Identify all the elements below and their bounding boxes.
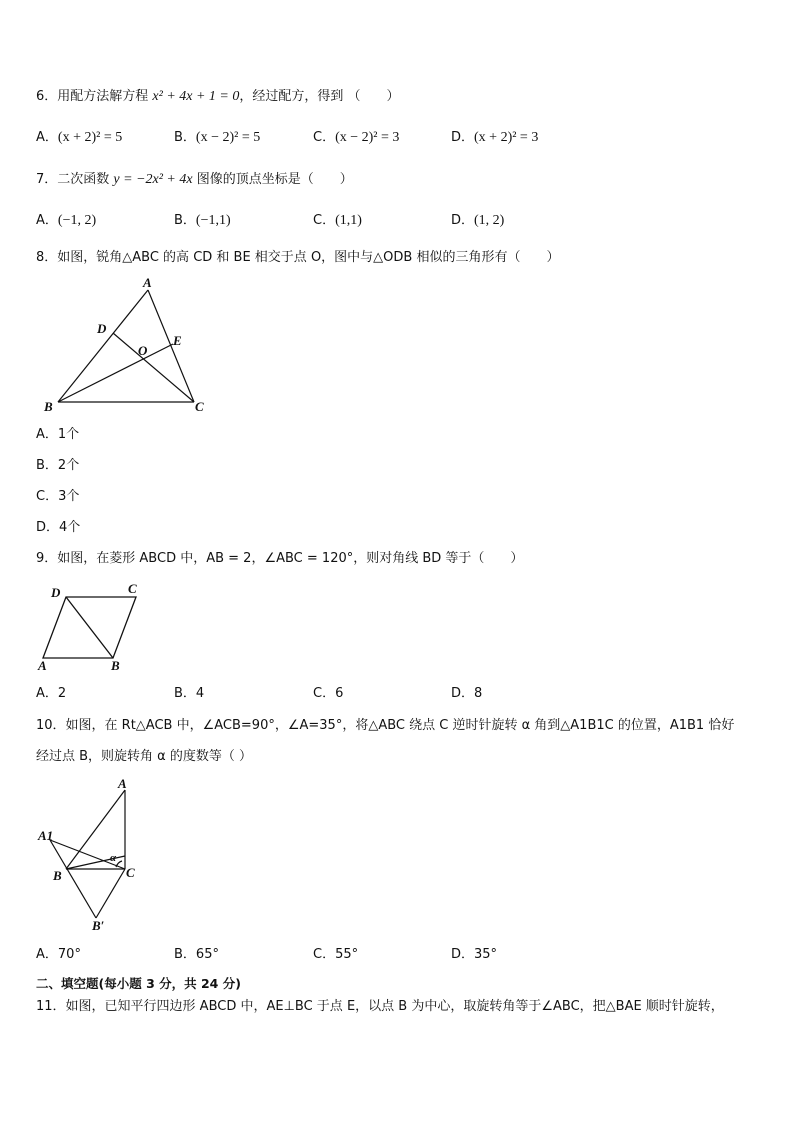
q10-option-a: A．70° <box>36 947 81 962</box>
q7-option-a: A．(−1, 2) <box>36 213 97 228</box>
q7-stem: 7．二次函数 y = −2x² + 4x 图像的顶点坐标是（ ） <box>36 172 353 187</box>
q10-label-a: A <box>118 776 127 791</box>
q10-stem-line1: 10．如图，在 Rt△ACB 中，∠ACB=90°，∠A=35°，将△ABC 绕点 C 逆时针旋转 α 角到△A1B1C 的位置，A1B1 恰好 <box>36 718 735 733</box>
q8-label-d: D <box>97 321 107 336</box>
q8-side-ac <box>148 290 194 402</box>
q8-label-b: B <box>44 399 53 414</box>
q8-altitude-be <box>58 344 173 402</box>
q8-label-o: O <box>138 343 148 358</box>
q8-option-b: B．2个 <box>36 458 80 473</box>
q9-label-b: B <box>111 658 120 673</box>
q8-label-e: E <box>173 333 182 348</box>
q6-option-d: D．(x + 2)² = 3 <box>451 130 539 145</box>
q8-label-c: C <box>195 399 204 414</box>
q8-option-c: C．3个 <box>36 489 80 504</box>
q7-option-c: C．(1,1) <box>313 213 362 228</box>
q10-stem-line2: 经过点 B，则旋转角 α 的度数等（ ） <box>36 749 253 764</box>
q8-stem: 8．如图，锐角△ABC 的高 CD 和 BE 相交于点 O，图中与△ODB 相似的三角形有（ ） <box>36 250 560 265</box>
q6-equation: x² + 4x + 1 = 0 <box>152 89 240 104</box>
q7-option-d: D．(1, 2) <box>451 213 505 228</box>
q9-option-c: C．6 <box>313 686 344 701</box>
q6-option-c: C．(x − 2)² = 3 <box>313 130 400 145</box>
q11-stem: 11．如图，已知平行四边形 ABCD 中，AE⊥BC 于点 E，以点 B 为中心，取旋转角等于∠ABC，把△BAE 顺时针旋转， <box>36 999 724 1014</box>
q7-equation: y = −2x² + 4x <box>113 172 193 187</box>
q8-option-a: A．1个 <box>36 427 80 442</box>
q8-label-a: A <box>143 275 152 290</box>
q10-label-alpha: α <box>110 852 117 864</box>
q6-stem-suffix: ，经过配方，得到 （ ） <box>239 89 400 104</box>
q9-diagonal-bd <box>66 597 113 658</box>
section-fill-in-title: 二、填空题(每小题 3 分，共 24 分) <box>36 976 241 991</box>
q10-alpha-arc <box>116 861 122 867</box>
q6-option-b: B．(x − 2)² = 5 <box>174 130 261 145</box>
q10-side-b1c <box>96 869 125 918</box>
q8-altitude-cd <box>113 333 194 402</box>
q9-option-b: B．4 <box>174 686 205 701</box>
q6-stem <box>36 88 400 106</box>
q10-label-c: C <box>126 865 135 880</box>
q9-label-d: D <box>51 585 61 600</box>
q9-stem: 9．如图，在菱形 ABCD 中，AB = 2，∠ABC = 120°，则对角线 BD 等于（ ） <box>36 551 524 566</box>
q9-option-d: D．8 <box>451 686 483 701</box>
q6-stem-prefix: 6．用配方法解方程 <box>36 89 153 104</box>
q10-label-b: B <box>53 868 62 883</box>
q6-option-a: A．(x + 2)² = 5 <box>36 130 123 145</box>
q10-side-a1c <box>50 840 125 869</box>
q10-option-d: D．35° <box>451 947 498 962</box>
q10-side-a1b1 <box>50 840 96 918</box>
q10-segment-bc-upper <box>66 856 125 869</box>
q10-label-a1: A1 <box>38 828 54 843</box>
q9-option-a: A．2 <box>36 686 67 701</box>
q9-label-a: A <box>38 658 47 673</box>
q8-option-d: D．4个 <box>36 520 81 535</box>
q9-label-c: C <box>128 581 137 596</box>
q7-option-b: B．(−1,1) <box>174 213 231 228</box>
q9-rhombus-outline <box>43 597 136 658</box>
q10-label-b-prime: B′ <box>92 918 105 933</box>
q10-side-ab <box>66 790 125 869</box>
q10-option-b: B．65° <box>174 947 219 962</box>
q8-side-ab <box>58 290 148 402</box>
q10-option-c: C．55° <box>313 947 359 962</box>
